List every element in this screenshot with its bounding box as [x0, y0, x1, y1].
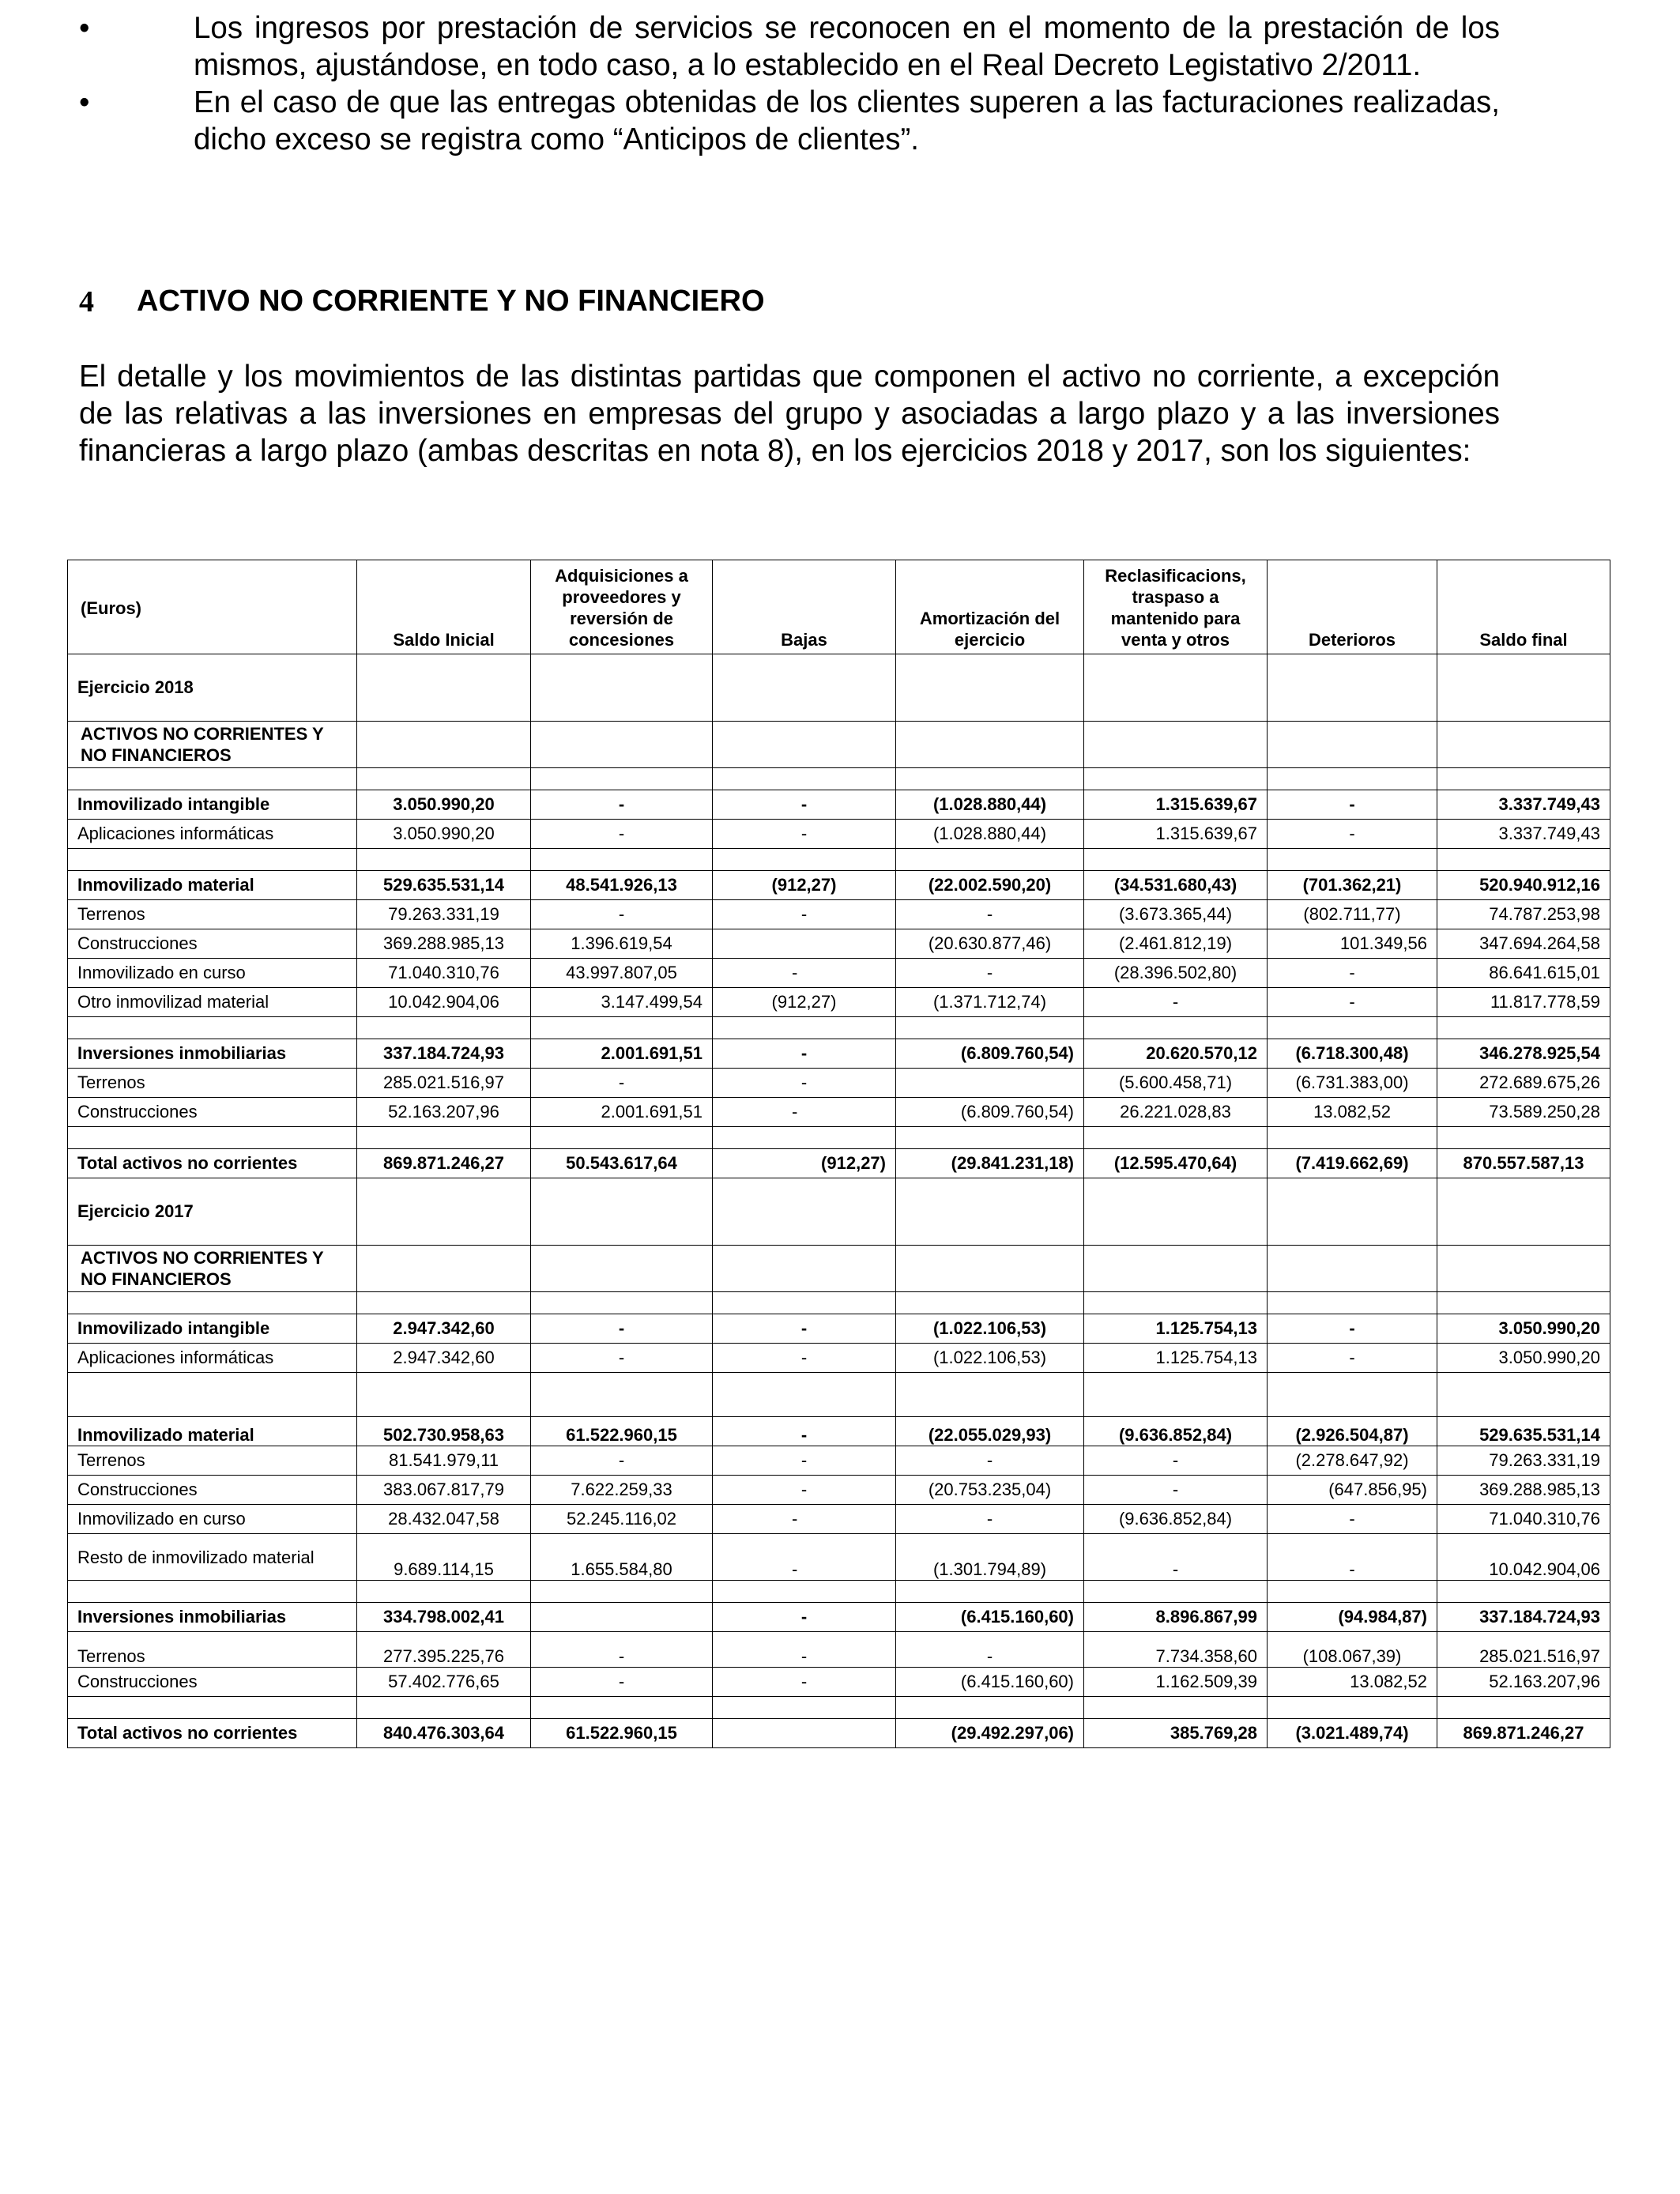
bullet-item [79, 9, 1501, 84]
cell-value: (1.371.712,74) [896, 988, 1084, 1017]
cell-value: (912,27) [713, 871, 896, 900]
header-cell: Deterioros [1268, 560, 1437, 654]
cell-value: (29.841.231,18) [896, 1149, 1084, 1178]
cell-value: - [531, 1668, 713, 1697]
year-label: Ejercicio 2017 [68, 1178, 357, 1246]
cell-value: - [1268, 1314, 1437, 1344]
table-row [68, 1697, 1610, 1719]
bullet-symbol: • [79, 11, 90, 45]
table-row [68, 1039, 1610, 1069]
table-row [68, 1292, 1610, 1314]
cell-value: 61.522.960,15 [531, 1719, 713, 1748]
table-row [68, 654, 1610, 722]
cell-value: (6.718.300,48) [1268, 1039, 1437, 1069]
cell-value: - [713, 820, 896, 849]
cell-value: 337.184.724,93 [1437, 1603, 1610, 1632]
cell-value: - [896, 1632, 1084, 1668]
cell-value [713, 929, 896, 959]
cell-value: 52.163.207,96 [357, 1098, 531, 1127]
cell-value: - [531, 820, 713, 849]
cell-value: - [713, 1069, 896, 1098]
table-row [68, 1603, 1610, 1632]
cell-value: (28.396.502,80) [1084, 959, 1268, 988]
bullet-item [79, 84, 1501, 158]
cell-value: (22.055.029,93) [896, 1417, 1084, 1446]
cell-value: (1.022.106,53) [896, 1344, 1084, 1373]
row-label: Terrenos [68, 1446, 357, 1476]
cell-value: 52.245.116,02 [531, 1505, 713, 1534]
table-row [68, 871, 1610, 900]
cell-value: - [1268, 1505, 1437, 1534]
cell-value: 3.147.499,54 [531, 988, 713, 1017]
cell-value: 502.730.958,63 [357, 1417, 531, 1446]
row-label: Aplicaciones informáticas [68, 1344, 357, 1373]
cell-value: 1.125.754,13 [1084, 1344, 1268, 1373]
table-row [68, 849, 1610, 871]
cell-value: (20.630.877,46) [896, 929, 1084, 959]
cell-value: (7.419.662,69) [1268, 1149, 1437, 1178]
cell-value: 26.221.028,83 [1084, 1098, 1268, 1127]
cell-value: (2.926.504,87) [1268, 1417, 1437, 1446]
cell-value: - [713, 1476, 896, 1505]
cell-value: - [713, 1603, 896, 1632]
cell-value: - [896, 959, 1084, 988]
cell-value: 1.655.584,80 [531, 1534, 713, 1581]
header-cell: (Euros) [68, 560, 357, 654]
table-row [68, 1344, 1610, 1373]
cell-value: 1.125.754,13 [1084, 1314, 1268, 1344]
table-row [68, 1417, 1610, 1446]
cell-value: 71.040.310,76 [357, 959, 531, 988]
cell-value: - [713, 1632, 896, 1668]
cell-value: 1.396.619,54 [531, 929, 713, 959]
cell-value: 369.288.985,13 [357, 929, 531, 959]
table-row [68, 1719, 1610, 1748]
cell-value: 9.689.114,15 [357, 1534, 531, 1581]
row-label: Construcciones [68, 929, 357, 959]
cell-value: - [713, 1534, 896, 1581]
cell-value: 11.817.778,59 [1437, 988, 1610, 1017]
cell-value: 1.315.639,67 [1084, 820, 1268, 849]
cell-value: 3.050.990,20 [1437, 1314, 1610, 1344]
table-row [68, 1314, 1610, 1344]
cell-value: 10.042.904,06 [357, 988, 531, 1017]
cell-value: 383.067.817,79 [357, 1476, 531, 1505]
cell-value: (9.636.852,84) [1084, 1505, 1268, 1534]
table-row [68, 929, 1610, 959]
header-cell: Saldo Inicial [357, 560, 531, 654]
table-row [68, 1446, 1610, 1476]
cell-value: 2.947.342,60 [357, 1344, 531, 1373]
table-row [68, 1178, 1610, 1246]
cell-value: 2.947.342,60 [357, 1314, 531, 1344]
table-row [68, 1127, 1610, 1149]
cell-value: 285.021.516,97 [357, 1069, 531, 1098]
row-label: Inmovilizado material [68, 871, 357, 900]
cell-value: 3.337.749,43 [1437, 790, 1610, 820]
cell-value: 870.557.587,13 [1437, 1149, 1610, 1178]
table-row [68, 1505, 1610, 1534]
cell-value: (3.021.489,74) [1268, 1719, 1437, 1748]
row-label: Aplicaciones informáticas [68, 820, 357, 849]
cell-value: (647.856,95) [1268, 1476, 1437, 1505]
bullet-text: En el caso de que las entregas obtenidas de los clientes superen a las facturaciones realizadas, dicho exceso se registra como “Anticipos de clientes”. [194, 85, 1500, 156]
row-label: Resto de inmovilizado material [68, 1534, 357, 1581]
cell-value: 285.021.516,97 [1437, 1632, 1610, 1668]
cell-value: 277.395.225,76 [357, 1632, 531, 1668]
cell-value: 8.896.867,99 [1084, 1603, 1268, 1632]
cell-value: 346.278.925,54 [1437, 1039, 1610, 1069]
header-cell: Bajas [713, 560, 896, 654]
row-label: Terrenos [68, 900, 357, 929]
cell-value: 529.635.531,14 [1437, 1417, 1610, 1446]
cell-value: (6.415.160,60) [896, 1668, 1084, 1697]
cell-value: - [713, 1505, 896, 1534]
row-label: Construcciones [68, 1098, 357, 1127]
cell-value: 3.337.749,43 [1437, 820, 1610, 849]
cell-value: 20.620.570,12 [1084, 1039, 1268, 1069]
cell-value: 3.050.990,20 [357, 820, 531, 849]
row-label: Inmovilizado material [68, 1417, 357, 1446]
cell-value: - [713, 1417, 896, 1446]
cell-value: - [713, 1668, 896, 1697]
row-label: Total activos no corrientes [68, 1719, 357, 1748]
movements-table [67, 560, 1610, 1748]
cell-value [896, 1069, 1084, 1098]
header-cell: Saldo final [1437, 560, 1610, 654]
cell-value: - [896, 1505, 1084, 1534]
row-label: Construcciones [68, 1476, 357, 1505]
cell-value: 43.997.807,05 [531, 959, 713, 988]
table-row [68, 1668, 1610, 1697]
cell-value: - [713, 959, 896, 988]
cell-value: 840.476.303,64 [357, 1719, 531, 1748]
cell-value: 81.541.979,11 [357, 1446, 531, 1476]
table-row [68, 900, 1610, 929]
cell-value: 347.694.264,58 [1437, 929, 1610, 959]
cell-value: (94.984,87) [1268, 1603, 1437, 1632]
cell-value: - [1268, 959, 1437, 988]
cell-value: 869.871.246,27 [1437, 1719, 1610, 1748]
cell-value: (5.600.458,71) [1084, 1069, 1268, 1098]
cell-value: (29.492.297,06) [896, 1719, 1084, 1748]
cell-value: - [1084, 1446, 1268, 1476]
cell-value: (1.028.880,44) [896, 790, 1084, 820]
cell-value: 13.082,52 [1268, 1668, 1437, 1697]
table-body-2018 [68, 654, 1610, 1178]
table-row [68, 790, 1610, 820]
cell-value: - [1268, 1534, 1437, 1581]
row-label: Inmovilizado intangible [68, 1314, 357, 1344]
cell-value: 869.871.246,27 [357, 1149, 531, 1178]
row-label: Inversiones inmobiliarias [68, 1603, 357, 1632]
cell-value: 3.050.990,20 [357, 790, 531, 820]
cell-value: (6.415.160,60) [896, 1603, 1084, 1632]
row-label: Construcciones [68, 1668, 357, 1697]
section-title: ACTIVO NO CORRIENTE Y NO FINANCIERO [137, 285, 765, 318]
cell-value: (2.461.812,19) [1084, 929, 1268, 959]
table-row [68, 1149, 1610, 1178]
cell-value: 13.082,52 [1268, 1098, 1437, 1127]
cell-value: - [1268, 790, 1437, 820]
cell-value: 7.734.358,60 [1084, 1632, 1268, 1668]
cell-value: - [531, 1314, 713, 1344]
cell-value: - [713, 900, 896, 929]
bullet-list [79, 9, 1501, 158]
cell-value: 79.263.331,19 [357, 900, 531, 929]
cell-value: 1.315.639,67 [1084, 790, 1268, 820]
cell-value: (20.753.235,04) [896, 1476, 1084, 1505]
bullet-symbol: • [79, 85, 90, 119]
cell-value: 48.541.926,13 [531, 871, 713, 900]
table-header-row [68, 560, 1610, 654]
cell-value: (6.809.760,54) [896, 1039, 1084, 1069]
cell-value: - [531, 1446, 713, 1476]
table-row [68, 1069, 1610, 1098]
cell-value: 79.263.331,19 [1437, 1446, 1610, 1476]
cell-value: (3.673.365,44) [1084, 900, 1268, 929]
table-body-2017 [68, 1178, 1610, 1748]
row-label: Otro inmovilizad material [68, 988, 357, 1017]
cell-value: - [896, 1446, 1084, 1476]
cell-value: 57.402.776,65 [357, 1668, 531, 1697]
cell-value: - [1084, 1476, 1268, 1505]
cell-value: 272.689.675,26 [1437, 1069, 1610, 1098]
category-label: ACTIVOS NO CORRIENTES Y NO FINANCIEROS [68, 722, 357, 768]
intro-paragraph: El detalle y los movimientos de las distintas partidas que componen el activo no corriente, a excepción de las relativas a las inversiones en empresas del grupo y asociadas a largo plazo y a las inversiones financieras a largo plazo (ambas descritas en nota 8), en los ejercicios 2018 y 2017, son los siguientes: [79, 360, 1500, 468]
section-heading [79, 285, 765, 319]
cell-value: - [1084, 988, 1268, 1017]
cell-value: (22.002.590,20) [896, 871, 1084, 900]
row-label: Terrenos [68, 1632, 357, 1668]
cell-value: (34.531.680,43) [1084, 871, 1268, 900]
table-row [68, 768, 1610, 790]
table-row [68, 1476, 1610, 1505]
cell-value: 1.162.509,39 [1084, 1668, 1268, 1697]
section-number: 4 [79, 285, 94, 319]
cell-value: 73.589.250,28 [1437, 1098, 1610, 1127]
cell-value: - [531, 1069, 713, 1098]
cell-value: 2.001.691,51 [531, 1098, 713, 1127]
table-row [68, 1246, 1610, 1292]
cell-value: - [713, 1039, 896, 1069]
cell-value: 529.635.531,14 [357, 871, 531, 900]
cell-value: 71.040.310,76 [1437, 1505, 1610, 1534]
table-row [68, 1534, 1610, 1581]
row-label: Inmovilizado en curso [68, 959, 357, 988]
row-label: Total activos no corrientes [68, 1149, 357, 1178]
cell-value: 74.787.253,98 [1437, 900, 1610, 929]
cell-value: 101.349,56 [1268, 929, 1437, 959]
cell-value: (1.022.106,53) [896, 1314, 1084, 1344]
row-label: Terrenos [68, 1069, 357, 1098]
cell-value: (1.301.794,89) [896, 1534, 1084, 1581]
row-label: Inversiones inmobiliarias [68, 1039, 357, 1069]
cell-value: - [713, 790, 896, 820]
cell-value: (912,27) [713, 988, 896, 1017]
cell-value: (802.711,77) [1268, 900, 1437, 929]
cell-value: 337.184.724,93 [357, 1039, 531, 1069]
cell-value: - [531, 790, 713, 820]
cell-value: (701.362,21) [1268, 871, 1437, 900]
header-cell: Adquisiciones a proveedores y reversión de concesiones [531, 560, 713, 654]
cell-value: 28.432.047,58 [357, 1505, 531, 1534]
table-row [68, 1373, 1610, 1417]
cell-value: - [1268, 1344, 1437, 1373]
cell-value [713, 1719, 896, 1748]
cell-value [531, 1603, 713, 1632]
cell-value: (12.595.470,64) [1084, 1149, 1268, 1178]
cell-value: (1.028.880,44) [896, 820, 1084, 849]
table-row [68, 988, 1610, 1017]
bullet-text: Los ingresos por prestación de servicios se reconocen en el momento de la prestación de los mismos, ajustándose, en todo caso, a lo establecido en el Real Decreto Legistativo 2/2011. [194, 11, 1500, 82]
cell-value: 10.042.904,06 [1437, 1534, 1610, 1581]
cell-value: - [531, 1632, 713, 1668]
cell-value: - [713, 1314, 896, 1344]
header-cell: Reclasificacions, traspaso a mantenido para venta y otros [1084, 560, 1268, 654]
cell-value: (2.278.647,92) [1268, 1446, 1437, 1476]
cell-value: - [1084, 1534, 1268, 1581]
cell-value: - [531, 1344, 713, 1373]
cell-value: - [713, 1098, 896, 1127]
table-row [68, 722, 1610, 768]
cell-value: - [713, 1344, 896, 1373]
cell-value: - [1268, 988, 1437, 1017]
row-label: Inmovilizado intangible [68, 790, 357, 820]
cell-value: - [896, 900, 1084, 929]
cell-value: 2.001.691,51 [531, 1039, 713, 1069]
cell-value: - [713, 1446, 896, 1476]
table-row [68, 1581, 1610, 1603]
cell-value: (912,27) [713, 1149, 896, 1178]
header-cell: Amortización del ejercicio [896, 560, 1084, 654]
cell-value: 385.769,28 [1084, 1719, 1268, 1748]
table-row [68, 959, 1610, 988]
cell-value: 7.622.259,33 [531, 1476, 713, 1505]
cell-value: 86.641.615,01 [1437, 959, 1610, 988]
cell-value: - [1268, 820, 1437, 849]
cell-value: 3.050.990,20 [1437, 1344, 1610, 1373]
cell-value: 369.288.985,13 [1437, 1476, 1610, 1505]
cell-value: (6.809.760,54) [896, 1098, 1084, 1127]
cell-value: 61.522.960,15 [531, 1417, 713, 1446]
cell-value: (6.731.383,00) [1268, 1069, 1437, 1098]
cell-value: 520.940.912,16 [1437, 871, 1610, 900]
cell-value: 52.163.207,96 [1437, 1668, 1610, 1697]
row-label: Inmovilizado en curso [68, 1505, 357, 1534]
table-row [68, 1098, 1610, 1127]
cell-value: - [531, 900, 713, 929]
table-row [68, 1632, 1610, 1668]
cell-value: 50.543.617,64 [531, 1149, 713, 1178]
cell-value: 334.798.002,41 [357, 1603, 531, 1632]
table-row [68, 1017, 1610, 1039]
category-label: ACTIVOS NO CORRIENTES Y NO FINANCIEROS [68, 1246, 357, 1292]
table-row [68, 820, 1610, 849]
cell-value: (9.636.852,84) [1084, 1417, 1268, 1446]
cell-value: (108.067,39) [1268, 1632, 1437, 1668]
year-label: Ejercicio 2018 [68, 654, 357, 722]
